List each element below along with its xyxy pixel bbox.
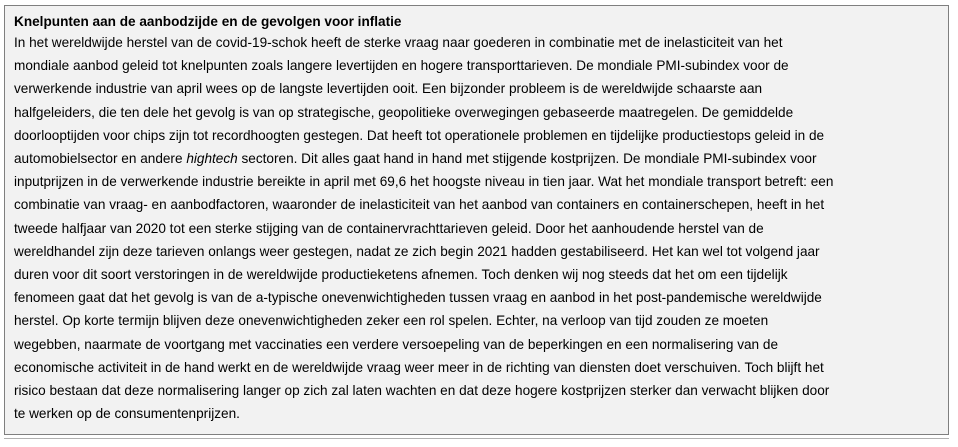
text-box [4, 5, 949, 435]
body-text: automobielsector en andere [14, 151, 187, 167]
body-line: In het wereldwijde herstel van de covid-19-schok heeft de sterke vraag naar goederen in combinatie met de inelasticiteit van het [14, 35, 783, 50]
box-title: Knelpunten aan de aanbodzijde en de gevolgen voor inflatie [14, 14, 402, 29]
body-line: tweede halfjaar van 2020 tot een sterke stijging van de containervrachttarieven geleid. Door het aanhoudende herstel van de [14, 220, 764, 236]
body-line: herstel. Op korte termijn blijven deze onevenwichtigheden zeker een rol spelen. Echter, na verloop van tijd zouden ze moeten [14, 313, 769, 329]
body-line [14, 147, 948, 170]
body-line: fenomeen gaat dat het gevolg is van de a-typische onevenwichtigheden tussen vraag en aanbod in het post-pandemische wereldwijde [14, 290, 822, 306]
body-line: wegebben, naarmate de voortgang met vaccinaties een verdere versoepeling van de beperkingen en een normalisering van de [14, 336, 779, 352]
body-text: sectoren. Dit alles gaat hand in hand met stijgende kostprijzen. De mondiale PMI-subindex voor [237, 151, 817, 167]
body-line: duren voor dit soort verstoringen in de wereldwijde productieketens afnemen. Toch denken wij nog steeds dat het om een tijdelijk [14, 267, 788, 283]
body-line: mondiale aanbod geleid tot knelpunten zoals langere levertijden en hogere transporttarieven. De mondiale PMI-subindex voor de [14, 58, 789, 74]
body-line: doorlooptijden voor chips zijn tot recordhoogten gestegen. Dat heeft tot operationele problemen en tijdelijke productiestops geleid in de [14, 127, 825, 143]
body-line: wereldhandel zijn deze tarieven onlangs weer gestegen, nadat ze zich begin 2021 hadden gestabiliseerd. Het kan wel tot volgend jaar [14, 243, 820, 259]
body-line: risico bestaan dat deze normalisering langer op zich zal laten wachten en dat deze hogere kostprijzen sterker dan verwacht blijken door [14, 383, 830, 399]
body-line: te werken op de consumentenprijzen. [14, 406, 240, 422]
divider [4, 438, 949, 439]
body-line: halfgeleiders, die ten dele het gevolg is van op strategische, geopolitieke overwegingen gebaseerde maatregelen. De gemiddelde [14, 104, 794, 120]
italic-term: hightech [186, 151, 238, 167]
body-line: combinatie van vraag- en aanbodfactoren, waaronder de inelasticiteit van het aanbod van containers en containerschepen, heeft in het [14, 197, 825, 213]
body-line: inputprijzen in de verwerkende industrie bereikte in april met 69,6 het hoogste niveau in tien jaar. Wat het mondiale transport betreft: een [14, 174, 834, 190]
body-line: economische activiteit in de hand werkt en de wereldwijde vraag weer meer in de richting van diensten doet verschuiven. Toch blijft het [14, 359, 824, 375]
body-line: verwerkende industrie van april wees op de langste levertijden ooit. Een bijzonder probleem is de wereldwijde schaarste aan [14, 81, 763, 97]
